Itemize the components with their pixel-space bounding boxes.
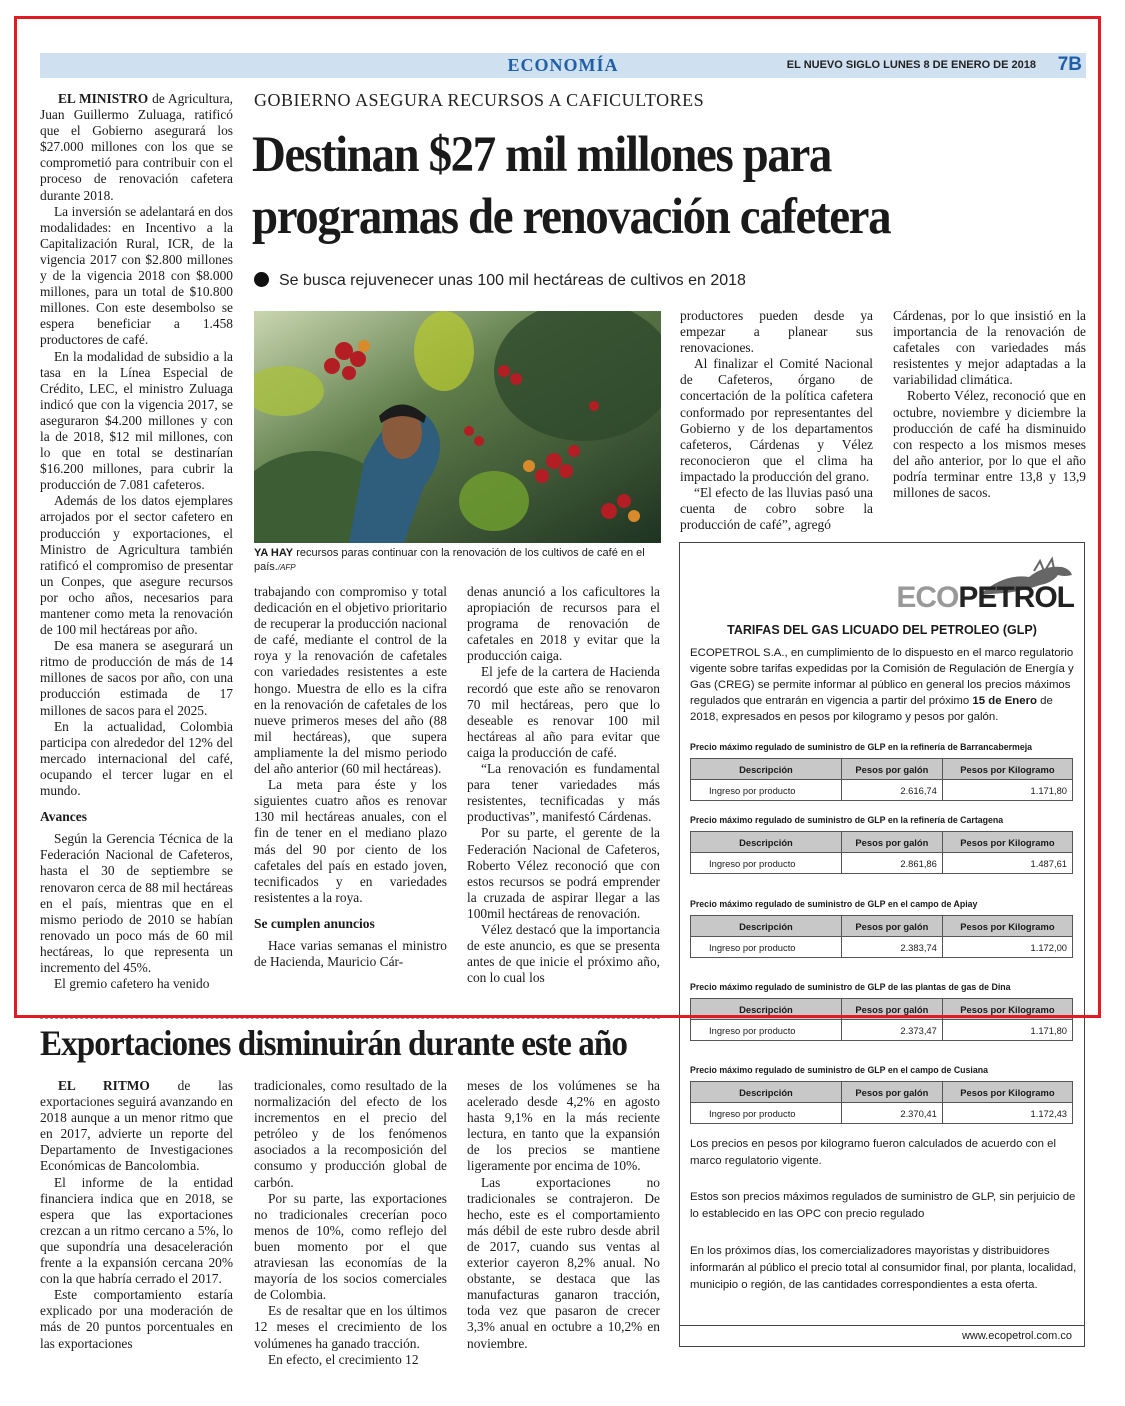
section-divider <box>40 1018 660 1019</box>
paragraph: meses de los volúmenes se ha acelerado desde 4,2% en agosto hasta 9,1% en la más reciente lectura, en tanto que la expansión de los precios se mantiene ligeramente por encima de 10%. <box>467 1078 660 1174</box>
column-header: Descripción <box>691 999 842 1020</box>
paragraph-text: de las exportaciones seguirá avanzando en 2018 aunque a un menor ritmo que en 2017, advierte un reporte del Departamento de Investigaciones Económicas de Bancolombia. <box>40 1078 233 1174</box>
paragraph <box>40 1078 233 1175</box>
subheading-anuncios: Se cumplen anuncios <box>254 915 375 931</box>
column-header: Descripción <box>691 1082 842 1103</box>
ad-note-1: Los precios en pesos por kilogramo fueron calculados de acuerdo con el marco regulatorio vigente. <box>690 1138 1056 1167</box>
column-header: Pesos por galón <box>841 999 942 1020</box>
paragraph: En efecto, el crecimiento 12 <box>268 1351 419 1367</box>
paragraph: Este comportamiento estaría explicado por una moderación de más de 20 puntos porcentuales en las exportaciones <box>40 1287 233 1351</box>
column-header: Pesos por Kilogramo <box>942 916 1072 937</box>
table-header-row <box>691 1082 1073 1103</box>
column-header: Pesos por galón <box>841 916 942 937</box>
effective-date: 15 de Enero <box>972 695 1037 707</box>
subheading-avances: Avances <box>40 809 87 825</box>
paragraph: “La renovación es fundamental para tener variedades más resistentes, tecnificadas y más productivas”, manifestó Cárdenas. <box>467 761 660 825</box>
article1-column-1 <box>40 91 233 992</box>
paragraph: Hace varias semanas el ministro de Hacienda, Mauricio Cár- <box>254 937 447 970</box>
price-per-kilogram: 1.171,80 <box>942 1020 1072 1041</box>
price-table-title: Precio máximo regulado de suministro de GLP de las plantas de gas de Dina <box>690 982 1011 992</box>
paragraph: De esa manera se asegurará un ritmo de producción de más de 14 millones de sacos por año, con una producción estimada de 17 millones de sacos para el 2025. <box>40 638 233 718</box>
article2-headline: Exportaciones disminuirán durante este año <box>40 1023 628 1063</box>
table-row <box>691 937 1073 958</box>
lead-in: EL MINISTRO <box>58 91 149 106</box>
ad-note-2: Estos son precios máximos regulados de suministro de GLP, sin perjuicio de lo establecido en las OPC con precio regulado <box>690 1191 1076 1220</box>
column-header: Pesos por Kilogramo <box>942 1082 1072 1103</box>
table-header-row <box>691 999 1073 1020</box>
page-header <box>40 53 1086 78</box>
paragraph-text: de Agricultura, Juan Guillermo Zuluaga, ratificó que el Gobierno asegurará los $27.000 millones con los que se comprometió para contribuir con el proceso de renovación cafetera durante 2018. <box>40 91 234 203</box>
caption-lead: YA HAY <box>254 547 294 559</box>
paragraph: “El efecto de las lluvias pasó una cuenta de cobro sobre la producción de café”, agregó <box>680 485 873 533</box>
price-table-title: Precio máximo regulado de suministro de GLP en la refinería de Cartagena <box>690 815 1004 825</box>
article-kicker: GOBIERNO ASEGURA RECURSOS A CAFICULTORES <box>254 90 705 110</box>
paragraph: Roberto Vélez, reconoció que en octubre, noviembre y diciembre la producción de café ha disminuido con respecto a los mismos meses del año anterior, por lo que el año podría terminar entre 13,8 y 13,9 millones de sacos. <box>893 388 1086 501</box>
paragraph: trabajando con compromiso y total dedicación en el objetivo prioritario de recuperar la producción nacional de café, mediante el control de la roya y la renovación de cafetales con variedades resistentes a este hongo. Muestra de ello es la cifra en la renovación de cafetales de los nueve primeros meses del año (88 mil hectáreas), que supera ampliamente la del mismo periodo del año anterior (60 mil hectáreas). <box>254 584 447 777</box>
article1-column-5 <box>893 308 1086 501</box>
table-header-row <box>691 916 1073 937</box>
table-header-row <box>691 832 1073 853</box>
price-per-kilogram: 1.172,43 <box>942 1103 1072 1124</box>
paragraph: En la actualidad, Colombia participa con alrededor del 12% del mercado internacional del café, ocupando el tercer lugar en el mundo. <box>40 718 233 799</box>
paragraph: El informe de la entidad financiera indica que en 2018, se espera que las exportaciones crezcan a un ritmo cercano a 5%, lo que supondría una desaceleración frente a la expansión cercana 20% con la que habría cerrado el 2017. <box>40 1174 233 1287</box>
table-row <box>691 780 1073 801</box>
subhead-text: Se busca rejuvenecer unas 100 mil hectáreas de cultivos en 2018 <box>279 272 746 289</box>
page-number: 7B <box>1057 54 1082 75</box>
paragraph: Cárdenas, por lo que insistió en la importancia de la renovación de cafetales con variedades más resistentes y mejor adaptadas a la variabilidad climática. <box>893 308 1086 388</box>
article2-column-3 <box>467 1078 660 1352</box>
article-headline <box>252 124 1016 248</box>
price-per-gallon: 2.616,74 <box>841 780 942 801</box>
paragraph: Al finalizar el Comité Nacional de Cafeteros, órgano de concertación de la política cafetera conformado por representantes del Gobierno y de los departamentos cafeteros, Cárdenas y Vélez reconocieron que el clima ha impactado la producción del grano. <box>680 356 873 484</box>
paragraph: denas anunció a los caficultores la apropiación de recursos para el programa de renovación de cafetales en 2018 y evitar que la producción caiga. <box>467 584 660 664</box>
headline-line-2: programas de renovación cafetera <box>252 189 891 245</box>
price-table-title: Precio máximo regulado de suministro de GLP en el campo de Apiay <box>690 899 978 909</box>
paragraph: Las exportaciones no tradicionales se contrajeron. De hecho, este es el comportamiento más débil de este rubro desde abril de 2017, cuando sus ventas al exterior cayeron 8,2% anual. No obstante, se destaca que las manufacturas ganaron tracción, toda vez que pasaron de crecer 3,3% anual en octubre a 10,2% en noviembre. <box>467 1174 660 1351</box>
photo-caption <box>254 546 664 575</box>
intro-text: ECOPETROL S.A., en cumplimiento de lo dispuesto en el marco regulatorio vigente sobre tarifas expedidas por la Comisión de Regulación de Energía y Gas (CREG) se permite informar al público en general los precios máximos regulados que entrarán en vigencia a partir del próximo <box>690 647 1074 707</box>
article2-column-1 <box>40 1078 233 1352</box>
column-header: Pesos por Kilogramo <box>942 759 1072 780</box>
article1-column-3 <box>467 584 660 986</box>
row-label: Ingreso por producto <box>691 937 842 958</box>
paragraph: Por su parte, las exportaciones no tradicionales crecerían poco menos de 10%, como reflejo del buen momento por el que atraviesan las economías de la mayoría de los socios comerciales de Colombia. <box>254 1190 447 1303</box>
row-label: Ingreso por producto <box>691 1020 842 1041</box>
logo-light: ECO <box>896 581 959 614</box>
column-header: Pesos por galón <box>841 832 942 853</box>
column-header: Descripción <box>691 916 842 937</box>
price-table <box>690 998 1073 1041</box>
ecopetrol-logo <box>874 555 1074 615</box>
table-row <box>691 1020 1073 1041</box>
column-header: Pesos por Kilogramo <box>942 999 1072 1020</box>
row-label: Ingreso por producto <box>691 853 842 874</box>
article1-column-2 <box>254 584 447 970</box>
price-per-gallon: 2.370,41 <box>841 1103 942 1124</box>
coffee-harvest-photo <box>254 311 661 543</box>
ad-title: TARIFAS DEL GAS LICUADO DEL PETROLEO (GLP) <box>727 623 1037 637</box>
paragraph: El gremio cafetero ha venido <box>54 976 210 992</box>
paragraph: En la modalidad de subsidio a la tasa en la Línea Especial de Crédito, LEC, el ministro Zuluaga indicó que con la vigencia 2017, se aseguraron $4.200 millones y con la de 2018, $12 mil millones, con lo que en total se destinarían $16.200 millones, para cubrir la producción de 7.081 cafeteros. <box>40 348 233 493</box>
ad-note-3: En los próximos días, los comercializadores mayoristas y distribuidores informarán al público el precio total al consumidor final, por planta, localidad, municipio o región, de las cantidades correspondientes a esta oferta. <box>690 1245 1077 1291</box>
price-table <box>690 1081 1073 1124</box>
price-table <box>690 915 1073 958</box>
column-header: Descripción <box>691 832 842 853</box>
price-per-gallon: 2.373,47 <box>841 1020 942 1041</box>
paragraph: Vélez destacó que la importancia de este anuncio, es que se presenta antes de que inicie el próximo año, con lo cual los <box>467 921 660 986</box>
logo-dark: PETROL <box>958 581 1074 614</box>
headline-line-1: Destinan $27 mil millones para <box>252 127 832 183</box>
paragraph: Además de los datos ejemplares arrojados por el sector cafetero en producción y exportaciones, el Ministro de Agricultura también ratificó el compromiso de presentar un Conpes, que asegure recursos por ocho años, necesarios para mantener como meta la renovación de 100 mil hectáreas por año. <box>40 493 233 638</box>
logo-wordmark <box>896 581 1074 615</box>
ecopetrol-website-link[interactable]: www.ecopetrol.com.co <box>680 1325 1084 1346</box>
price-per-kilogram: 1.487,61 <box>942 853 1072 874</box>
article2-column-2 <box>254 1078 447 1368</box>
price-table-title: Precio máximo regulado de suministro de GLP en la refinería de Barrancabermeja <box>690 742 1033 752</box>
table-row <box>691 1103 1073 1124</box>
paragraph: La inversión se adelantará en dos modalidades: en Incentivo a la Capitalización Rural, ICR, de la vigencia 2017 con $2.800 millones y de la vigencia 2018 con $8.000 millones, para un total de $10.800 millones. Con este desembolso se espera beneficiar a 1.458 productores de café. <box>40 203 233 348</box>
table-row <box>691 853 1073 874</box>
column-header: Pesos por galón <box>841 1082 942 1103</box>
intro-end: de 2018, expresados en pesos por kilogramo y pesos por galón. <box>690 695 1053 723</box>
price-table <box>690 758 1073 801</box>
caption-text: recursos paras continuar con la renovación de los cultivos de café en el país. <box>254 547 645 573</box>
price-per-gallon: 2.383,74 <box>841 937 942 958</box>
paragraph <box>40 91 233 204</box>
bullet-icon <box>254 272 269 287</box>
row-label: Ingreso por producto <box>691 780 842 801</box>
row-label: Ingreso por producto <box>691 1103 842 1124</box>
column-header: Pesos por galón <box>841 759 942 780</box>
column-header: Descripción <box>691 759 842 780</box>
article1-column-4 <box>680 308 873 533</box>
lead-in: EL RITMO <box>58 1078 150 1093</box>
paragraph: Por su parte, el gerente de la Federación Nacional de Cafeteros, Roberto Vélez reconoció que con estos recursos se podrá emprender la cruzada de aspirar llegar a las 100mil hectáreas de renovación. <box>467 825 660 921</box>
price-per-kilogram: 1.172,00 <box>942 937 1072 958</box>
paragraph: Según la Gerencia Técnica de la Federación Nacional de Cafeteros, hasta el 30 de septiembre se renovaron cerca de 88 mil hectáreas en el país, mientras que en el mismo periodo de 2010 se habían renovado un poco más de 60 mil hectáreas, lo que representa un incremento del 45%. <box>40 831 233 975</box>
column-header: Pesos por Kilogramo <box>942 832 1072 853</box>
article-subhead <box>254 272 746 290</box>
ad-intro <box>690 645 1075 725</box>
price-table-title: Precio máximo regulado de suministro de GLP en el campo de Cusiana <box>690 1065 989 1075</box>
price-table <box>690 831 1073 874</box>
table-header-row <box>691 759 1073 780</box>
ecopetrol-advertisement <box>679 542 1085 1347</box>
paragraph: El jefe de la cartera de Hacienda recordó que este año se renovaron 70 mil hectáreas, pero que lo deseable es renovar 100 mil hectáreas al año para evitar que caiga la producción de café. <box>467 664 660 760</box>
photo-credit: /AFP <box>277 563 296 572</box>
paragraph: productores pueden desde ya empezar a planear sus renovaciones. <box>680 308 873 356</box>
paragraph: tradicionales, como resultado de la normalización del efecto de los incrementos en el precio del petróleo y de los fenómenos asociados a la recomposición del consumo y producción global de carbón. <box>254 1078 447 1190</box>
price-per-gallon: 2.861,86 <box>841 853 942 874</box>
photo-illustration <box>254 311 661 543</box>
price-per-kilogram: 1.171,80 <box>942 780 1072 801</box>
masthead: EL NUEVO SIGLO LUNES 8 DE ENERO DE 2018 <box>786 59 1036 71</box>
paragraph: La meta para éste y los siguientes cuatro años es renovar 130 mil hectáreas anuales, con el fin de tener en el mediano plazo más del 90 por ciento de los cafetales del país en estado joven, tecnificados y en variedades resistentes a la roya. <box>254 777 447 905</box>
paragraph: Es de resaltar que en los últimos 12 meses el crecimiento de los volúmenes ha ganado tracción. <box>254 1303 447 1351</box>
section-title: ECONOMÍA <box>507 55 619 75</box>
